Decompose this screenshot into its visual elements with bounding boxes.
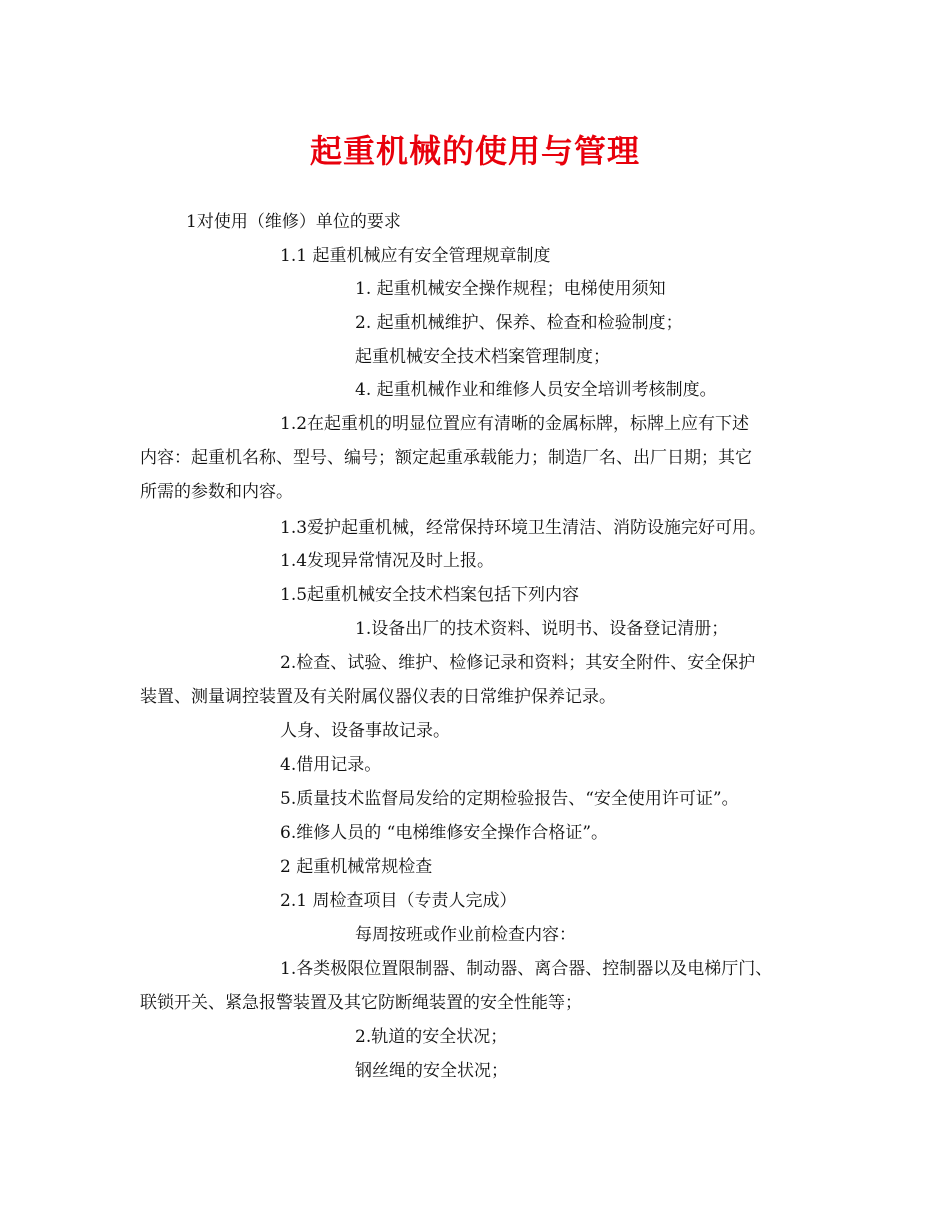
list-item: 2.检查、试验、维护、检修记录和资料；其安全附件、安全保护 xyxy=(280,653,756,673)
list-item: 人身、设备事故记录。 xyxy=(280,721,450,741)
heading-1-5: 1.5起重机械安全技术档案包括下列内容 xyxy=(280,585,580,605)
list-item: 6.维修人员的 “电梯维修安全操作合格证”。 xyxy=(280,823,609,843)
paragraph-line: 装置、测量调控装置及有关附属仪器仪表的日常维护保养记录。 xyxy=(140,687,616,707)
list-item: 2. 起重机械维护、保养、检查和检验制度； xyxy=(355,313,683,333)
heading-2-1: 2.1 周检查项目（专责人完成） xyxy=(280,891,517,911)
list-item: 1.各类极限位置限制器、制动器、离合器、控制器以及电梯厅门、 xyxy=(280,959,773,979)
list-item: 5.质量技术监督局发给的定期检验报告、“安全使用许可证”。 xyxy=(280,789,739,809)
list-item: 钢丝绳的安全状况； xyxy=(355,1061,508,1081)
list-item: 4.借用记录。 xyxy=(280,755,382,775)
paragraph-line: 1.2在起重机的明显位置应有清晰的金属标牌，标牌上应有下述 xyxy=(280,414,750,434)
paragraph-line: 内容：起重机名称、型号、编号；额定起重承载能力；制造厂名、出厂日期；其它 xyxy=(140,448,752,468)
heading-1: 1对使用（维修）单位的要求 xyxy=(186,212,401,232)
list-item: 2.轨道的安全状况； xyxy=(355,1027,508,1047)
paragraph-line: 1.3爱护起重机械，经常保持环境卫生清洁、消防设施完好可用。 xyxy=(280,518,767,538)
heading-2: 2 起重机械常规检查 xyxy=(280,857,433,877)
list-item: 起重机械安全技术档案管理制度； xyxy=(355,347,610,367)
document-title: 起重机械的使用与管理 xyxy=(309,132,640,170)
heading-1-1: 1.1 起重机械应有安全管理规章制度 xyxy=(280,246,551,266)
list-item: 1. 起重机械安全操作规程；电梯使用须知 xyxy=(355,279,666,299)
list-item: 4. 起重机械作业和维修人员安全培训考核制度。 xyxy=(355,380,717,400)
paragraph-line: 所需的参数和内容。 xyxy=(140,482,293,502)
paragraph-line: 1.4发现异常情况及时上报。 xyxy=(280,551,495,571)
paragraph-line: 每周按班或作业前检查内容： xyxy=(355,925,576,945)
list-item: 1.设备出厂的技术资料、说明书、设备登记清册； xyxy=(355,619,729,639)
paragraph-line: 联锁开关、紧急报警装置及其它防断绳装置的安全性能等； xyxy=(140,993,582,1013)
